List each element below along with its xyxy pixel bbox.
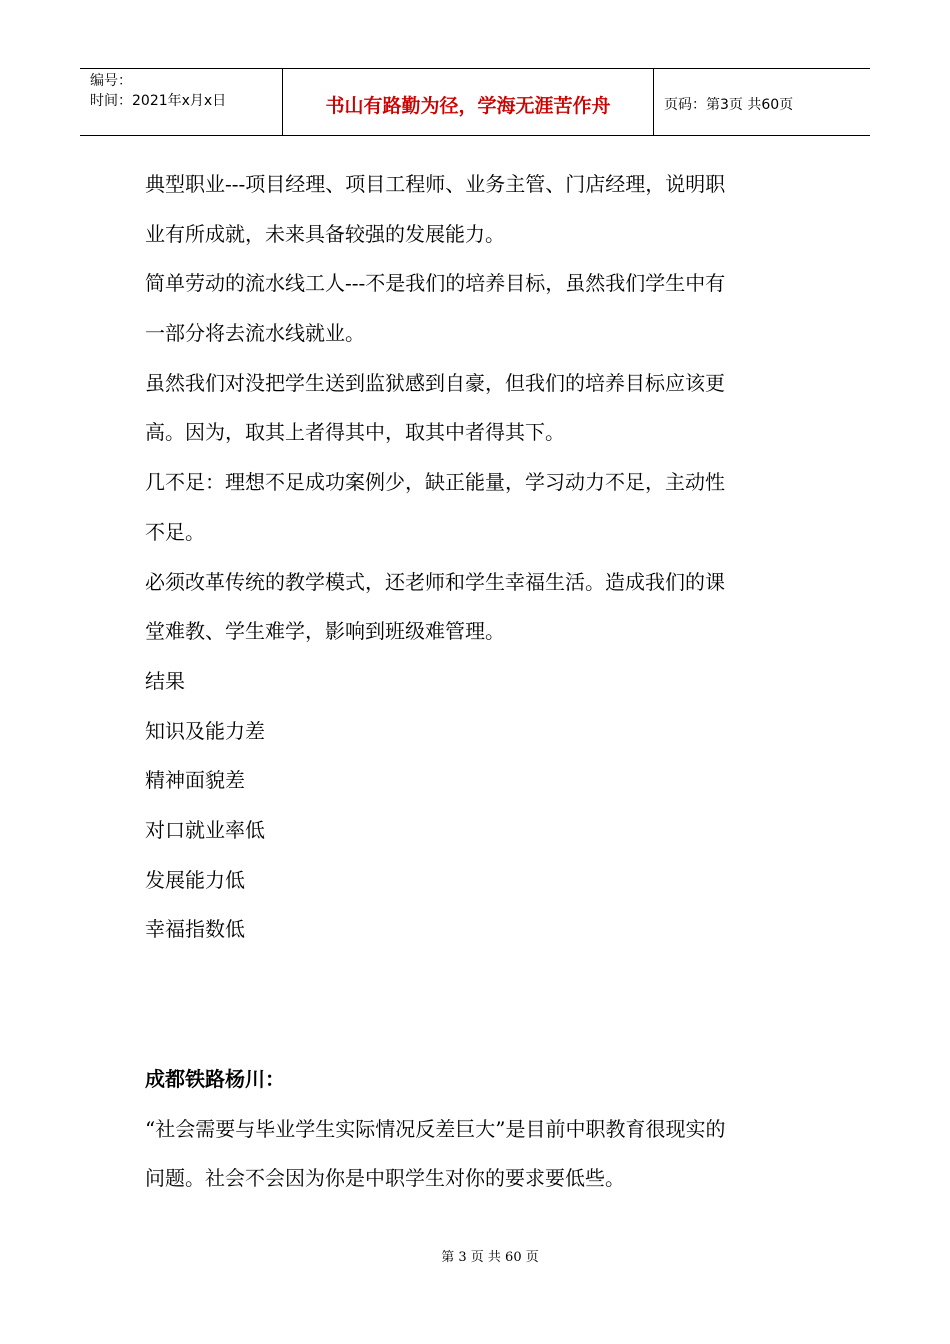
section-spacer <box>145 955 815 1055</box>
result-item: 对口就业率低 <box>145 817 265 842</box>
footer-page-number: 第 3 页 共 60 页 <box>441 1250 539 1265</box>
body-line: 问题。社会不会因为你是中职学生对你的要求要低些。 <box>145 1166 625 1191</box>
body-line: 堂难教、学生难学，影响到班级难管理。 <box>145 619 505 644</box>
header-left-cell <box>80 69 282 135</box>
document-time-label: 时间：2021年x月x日 <box>90 93 227 109</box>
body-line: “社会需要与毕业学生实际情况反差巨大”是目前中职教育很现实的 <box>145 1116 726 1141</box>
body-line: 虽然我们对没把学生送到监狱感到自豪，但我们的培养目标应该更 <box>145 370 725 395</box>
result-item: 精神面貌差 <box>145 768 245 793</box>
header-motto: 书山有路勤为径，学海无涯苦作舟 <box>325 94 611 117</box>
body-line: 必须改革传统的教学模式，还老师和学生幸福生活。造成我们的课 <box>145 569 725 594</box>
page-footer <box>0 1246 950 1265</box>
body-line: 典型职业---项目经理、项目工程师、业务主管、门店经理，说明职 <box>145 172 726 196</box>
body-line: 不足。 <box>145 519 205 544</box>
result-item: 知识及能力差 <box>145 718 265 743</box>
body-line: 简单劳动的流水线工人---不是我们的培养目标，虽然我们学生中有 <box>145 271 726 296</box>
body-line: 业有所成就，未来具备较强的发展能力。 <box>145 221 505 246</box>
body-line: 高。因为，取其上者得其中，取其中者得其下。 <box>145 420 565 445</box>
page-header <box>80 68 870 136</box>
result-item: 幸福指数低 <box>145 917 245 942</box>
section-heading: 成都铁路杨川： <box>145 1067 285 1091</box>
header-motto-cell <box>282 69 654 135</box>
header-page-info: 页码：第3页 共60页 <box>664 97 794 113</box>
body-line: 一部分将去流水线就业。 <box>145 321 365 346</box>
header-right-cell <box>654 69 870 135</box>
document-body <box>145 160 815 1204</box>
document-number-label: 编号： <box>90 73 132 89</box>
body-line: 结果 <box>145 668 185 693</box>
body-line: 几不足：理想不足成功案例少，缺正能量，学习动力不足，主动性 <box>145 470 725 495</box>
result-item: 发展能力低 <box>145 867 245 892</box>
